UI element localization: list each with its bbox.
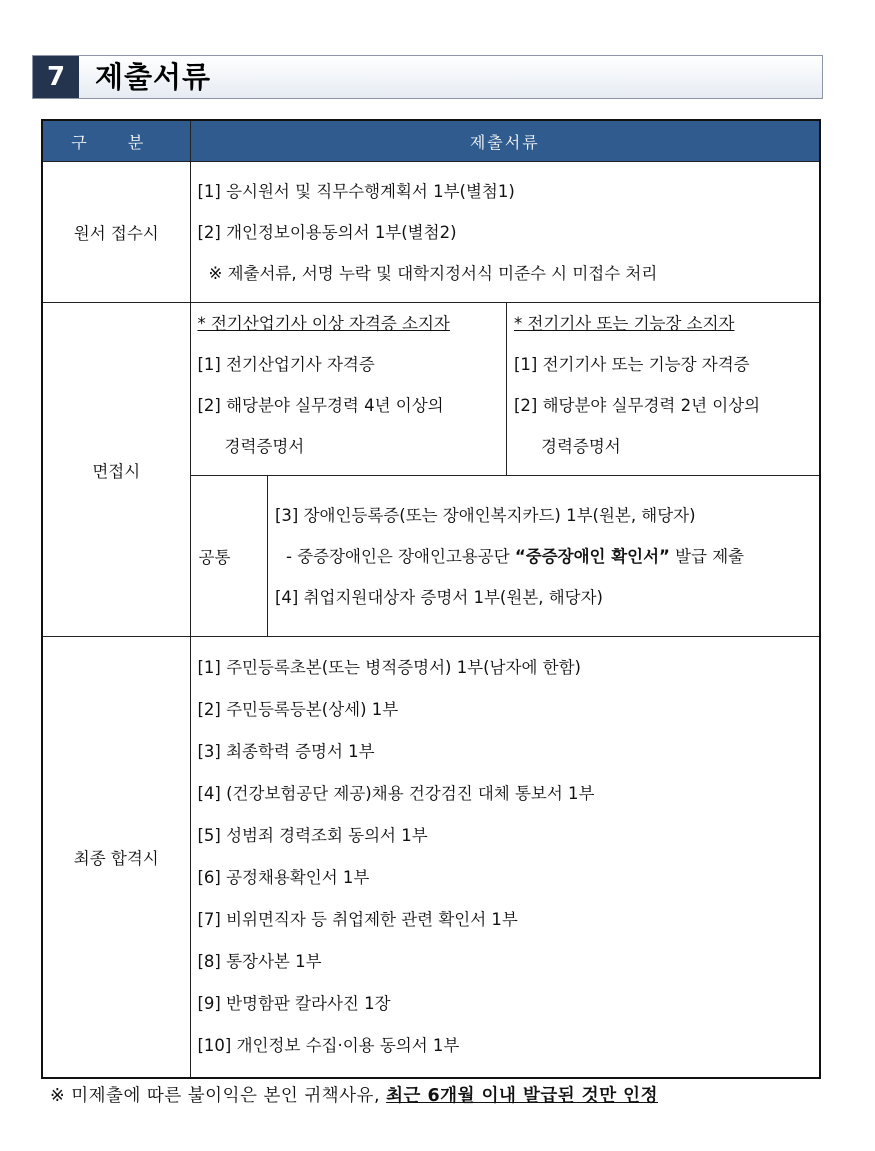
section-title: 제출서류 bbox=[95, 60, 212, 94]
table-row bbox=[42, 303, 820, 476]
list-item: [1] 전기기사 또는 기능장 자격증 bbox=[514, 355, 750, 374]
header-category: 구 분 bbox=[42, 120, 190, 162]
list-item: [6] 공정채용확인서 1부 bbox=[197, 868, 370, 887]
list-item: [9] 반명함판 칼라사진 1장 bbox=[197, 994, 391, 1013]
category-interview: 면접시 bbox=[42, 303, 190, 637]
common-sub-note bbox=[268, 536, 819, 577]
table-row bbox=[42, 162, 820, 303]
header-documents: 제출서류 bbox=[190, 120, 820, 162]
interview-qualifications bbox=[190, 303, 820, 476]
qualification-heading: * 전기산업기사 이상 자격증 소지자 bbox=[197, 314, 450, 333]
section-header bbox=[32, 55, 823, 99]
footer-emphasis: 최근 6개월 이내 발급된 것만 인정 bbox=[386, 1086, 658, 1106]
table-header-row bbox=[42, 120, 820, 162]
list-item: [1] 주민등록초본(또는 병적증명서) 1부(남자에 한함) bbox=[197, 658, 581, 677]
list-item: [1] 전기산업기사 자격증 bbox=[197, 355, 375, 374]
qualification-engineer bbox=[507, 303, 820, 475]
footer-text: ※ 미제출에 따른 불이익은 본인 귀책사유, bbox=[50, 1086, 387, 1106]
qualification-heading: * 전기기사 또는 기능장 소지자 bbox=[514, 314, 735, 333]
list-item: [3] 최종학력 증명서 1부 bbox=[197, 742, 375, 761]
sub-note-text: - 중증장애인은 장애인고용공단 bbox=[286, 546, 515, 566]
list-item: [2] 개인정보이용동의서 1부(별첨2) bbox=[197, 222, 457, 242]
table-row bbox=[42, 637, 820, 1079]
list-item: [5] 성범죄 경력조회 동의서 1부 bbox=[197, 826, 428, 845]
qualification-industrial bbox=[191, 303, 507, 475]
list-item: 경력증명서 bbox=[541, 437, 621, 456]
list-item: [1] 응시원서 및 직무수행계획서 1부(별첨1) bbox=[197, 181, 515, 201]
list-item: [7] 비위면직자 등 취업제한 관련 확인서 1부 bbox=[197, 910, 518, 929]
list-item: [4] (건강보험공단 제공)채용 건강검진 대체 통보서 1부 bbox=[197, 784, 595, 803]
list-item: 경력증명서 bbox=[224, 437, 305, 456]
list-item: [2] 해당분야 실무경력 2년 이상의 bbox=[514, 396, 761, 415]
application-note: ※ 제출서류, 서명 누락 및 대학지정서식 미준수 시 미접수 처리 bbox=[208, 263, 658, 283]
section-number: 7 bbox=[33, 56, 79, 98]
sub-note-bold: “중증장애인 확인서” bbox=[514, 546, 670, 566]
documents-table bbox=[41, 119, 821, 1079]
qualification-split bbox=[191, 303, 820, 475]
interview-common bbox=[190, 476, 820, 637]
common-split bbox=[191, 476, 820, 636]
common-label: 공통 bbox=[191, 476, 268, 636]
final-documents bbox=[190, 637, 820, 1079]
list-item: [10] 개인정보 수집·이용 동의서 1부 bbox=[197, 1036, 460, 1055]
footer-note bbox=[50, 1082, 658, 1107]
common-documents bbox=[268, 476, 820, 636]
list-item: [4] 취업지원대상자 증명서 1부(원본, 해당자) bbox=[275, 587, 603, 607]
sub-note-suffix: 발급 제출 bbox=[669, 546, 745, 566]
category-application: 원서 접수시 bbox=[42, 162, 190, 303]
list-item: [2] 주민등록등본(상세) 1부 bbox=[197, 700, 399, 719]
application-documents bbox=[190, 162, 820, 303]
list-item: [3] 장애인등록증(또는 장애인복지카드) 1부(원본, 해당자) bbox=[275, 505, 696, 525]
list-item: [2] 해당분야 실무경력 4년 이상의 bbox=[197, 396, 444, 415]
list-item: [8] 통장사본 1부 bbox=[197, 952, 322, 971]
category-final: 최종 합격시 bbox=[42, 637, 190, 1079]
